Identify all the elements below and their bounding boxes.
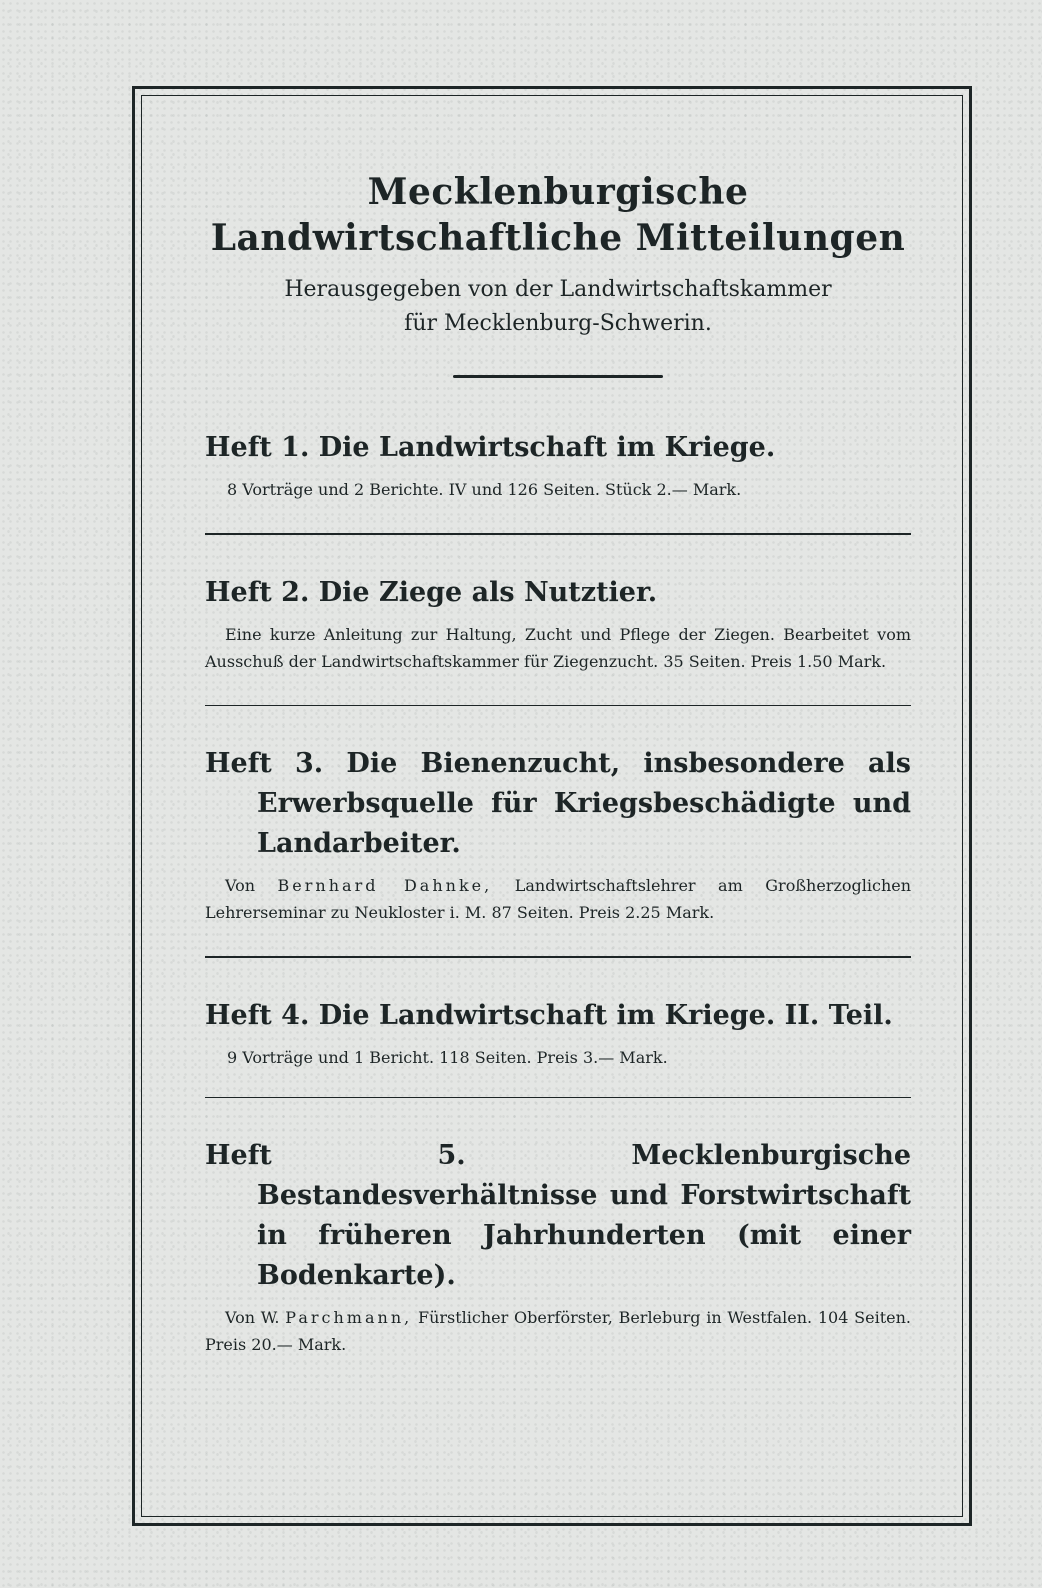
entry-heft-1: [205, 428, 911, 503]
entry-separator: [205, 705, 911, 707]
entry-heft-2: [205, 573, 911, 675]
entry-description-text: 8 Vorträge und 2 Berichte. IV und 126 Seiten. Stück 2.— Mark.: [227, 480, 742, 499]
entry-description: [205, 476, 911, 503]
entry-description: [205, 872, 911, 926]
series-title: [205, 169, 911, 261]
entry-separator: [205, 1097, 911, 1099]
entry-separator: [205, 533, 911, 535]
page-border: [132, 86, 972, 1526]
title-line-2: Landwirtschaftliche Mitteilungen: [210, 217, 906, 259]
entry-description-prefix: Von: [225, 876, 256, 895]
entry-heft-4: [205, 996, 911, 1071]
entry-separator: [205, 956, 911, 958]
entry-description-text: Eine kurze Anleitung zur Haltung, Zucht und Pflege der Ziegen. Bearbeitet vom Ausschuß der Landwirtschaftskammer für Ziegenzucht. 35 Seiten. Preis 1.50 Mark.: [205, 624, 911, 671]
publisher-note: [205, 273, 911, 341]
entry-heading: Heft 1. Die Landwirtschaft im Kriege.: [205, 432, 776, 463]
title-line-1: Mecklenburgische: [367, 171, 749, 213]
author-name: Bernhard Dahnke,: [277, 876, 493, 895]
entry-description-text: Landwirtschaftslehrer am Großherzoglichen Lehrerseminar zu Neukloster i. M. 87 Seiten. Preis 2.25 Mark.: [205, 876, 912, 922]
author-name: Parchmann,: [285, 1308, 413, 1327]
entry-heading: Heft 5. Mecklenburgische Bestandesverhältnisse und Forstwirtschaft in früheren Jahrhunderten (mit einer Bodenkarte).: [205, 1140, 911, 1291]
entry-description-text: 9 Vorträge und 1 Bericht. 118 Seiten. Preis 3.— Mark.: [227, 1047, 668, 1067]
subtitle-line-1: Herausgegeben von der Landwirtschaftskammer: [284, 277, 832, 302]
entry-description: [205, 1044, 911, 1071]
entry-description: [205, 621, 911, 675]
entry-description-prefix: Von W.: [225, 1308, 280, 1327]
entry-description: [205, 1304, 911, 1358]
page-content: [205, 169, 911, 1358]
entry-heft-5: [205, 1136, 911, 1358]
ornament-rule: [453, 375, 663, 378]
entry-heading: Heft 2. Die Ziege als Nutztier.: [205, 576, 658, 608]
subtitle-line-2: für Mecklenburg-Schwerin.: [404, 311, 712, 336]
entry-description-text: Fürstlicher Oberförster, Berleburg in Westfalen. 104 Seiten. Preis 20.— Mark.: [205, 1308, 911, 1354]
entry-heading: Heft 3. Die Bienenzucht, insbesondere als Erwerbsquelle für Kriegsbeschädigte und Landarbeiter.: [205, 748, 911, 859]
entry-heft-3: [205, 744, 911, 926]
entry-heading: Heft 4. Die Landwirtschaft im Kriege. II. Teil.: [205, 999, 893, 1031]
